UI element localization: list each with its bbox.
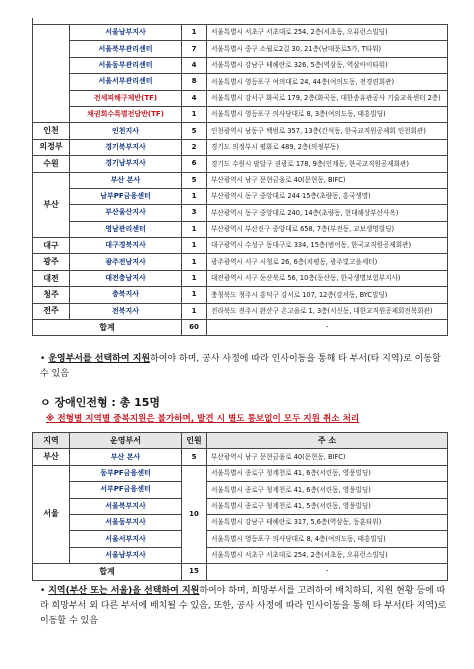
table-row [33, 41, 448, 57]
address-cell: 부산광역시 동구 중앙대로 244 15층(초량동, 흥국생명) [207, 188, 448, 204]
region-cell: 전주 [33, 303, 70, 319]
count-cell: 8 [182, 74, 207, 90]
dept-cell: 광주전남지사 [70, 254, 182, 270]
address-cell: 서울특별시 종로구 청계천로 41, 6층(서린동, 영풍빌딩) [207, 465, 448, 481]
dept-cell: 전세피해구제반(TF) [70, 90, 182, 106]
address-cell: 서울특별시 중구 소월로2길 30, 21층(남대문로5가, T타워) [207, 41, 448, 57]
office-table-general [32, 24, 448, 336]
region-cell: 청주 [33, 287, 70, 303]
header-address: 주 소 [207, 433, 448, 449]
table-row [33, 57, 448, 73]
total-label: 합계 [33, 564, 182, 580]
table-row [33, 547, 448, 563]
dept-cell: 서울서부관리센터 [70, 74, 182, 90]
table-row [33, 270, 448, 286]
count-cell: 4 [182, 57, 207, 73]
total-dash: - [207, 564, 448, 580]
address-cell: 경기도 수원시 팔달구 권광로 178, 9층(인계동, 한국교직원공제회관) [207, 156, 448, 172]
count-cell: 1 [182, 238, 207, 254]
dept-cell: 서울남부지사 [70, 547, 182, 563]
address-cell: 인천광역시 남동구 백범로 357, 13층(간석동, 한국교직원공제회 인천회관) [207, 123, 448, 139]
office-table-disabled [32, 432, 448, 581]
address-cell: 경기도 의정부시 평화로 489, 2층(의정부동) [207, 139, 448, 155]
dept-cell: 부산 본사 [70, 449, 182, 465]
address-cell: 부산광역시 남구 문현금융로 40(문현동, BIFC) [207, 172, 448, 188]
dept-cell: 서울북부관리센터 [70, 41, 182, 57]
address-cell: 서울특별시 서초구 서초대로 254, 2층(서초동, 오퓨런스빌딩) [207, 547, 448, 563]
region-cell: 의정부 [33, 139, 70, 155]
table-row [33, 254, 448, 270]
note-bullet: • [40, 354, 46, 364]
address-cell: 서울특별시 강서구 화곡로 179, 2층(화곡동, 대한송유관공사 기술교육센터 2층) [207, 90, 448, 106]
dept-cell: 대구경북지사 [70, 238, 182, 254]
note-bullet: • [40, 586, 46, 596]
address-cell: 서울특별시 영등포구 의사당대로 8, 3층(여의도동, 태흥빌딩) [207, 106, 448, 122]
address-cell: 부산광역시 남구 문현금융로 40(문현동, BIFC) [207, 449, 448, 465]
count-cell: 1 [182, 25, 207, 41]
table-row [33, 205, 448, 221]
address-cell: 부산광역시 동구 중앙대로 240, 14층(초량동, 현대해상부산사옥) [207, 205, 448, 221]
table-row [33, 123, 448, 139]
region-cell [33, 25, 70, 123]
count-cell: 4 [182, 90, 207, 106]
table-row [33, 221, 448, 237]
table-row [33, 482, 448, 498]
count-cell: 1 [182, 287, 207, 303]
table-row [33, 465, 448, 481]
address-cell: 서울특별시 강남구 테헤란로 317, 5,6층(역삼동, 동훈타워) [207, 514, 448, 530]
total-label: 합계 [33, 320, 182, 336]
count-cell: 3 [182, 205, 207, 221]
address-cell: 대전광역시 서구 둔산북로 56, 10층(둔산동, 한국생명보험부지사) [207, 270, 448, 286]
dept-cell: 영남관리센터 [70, 221, 182, 237]
table-row [33, 90, 448, 106]
address-cell: 광주광역시 서구 시청로 26, 6층(치평동, 광주빛고을세터) [207, 254, 448, 270]
dept-cell: 인천지사 [70, 123, 182, 139]
address-cell: 충청북도 청주시 흥덕구 강서로 107, 12층(강서동, BYC빌딩) [207, 287, 448, 303]
count-cell: 10 [182, 465, 207, 563]
dept-cell: 대전충남지사 [70, 270, 182, 286]
table-row [33, 172, 448, 188]
address-cell: 대구광역시 수성구 동대구로 334, 15층(범어동, 한국교직원공제회관) [207, 238, 448, 254]
table-row [33, 25, 448, 41]
dept-cell: 부산 본사 [70, 172, 182, 188]
header-region: 지역 [33, 433, 70, 449]
table-row [33, 498, 448, 514]
section-title-disabled: ㅇ 장애인전형 : 총 15명 [40, 396, 161, 409]
total-dash: - [207, 320, 448, 336]
note-underline: 운영부서를 선택하여 지원 [48, 354, 151, 364]
count-cell: 5 [182, 172, 207, 188]
duplicate-warning: ※ 전형별 지역별 중복지원은 불가하며, 발견 시 별도 통보없이 모두 지원 취소 처리 [46, 414, 360, 424]
count-cell: 5 [182, 449, 207, 465]
header-dept: 운영부서 [70, 433, 182, 449]
table-row [33, 449, 448, 465]
address-cell: 서울특별시 종로구 청계천로 41, 6층(서린동, 영풍빌딩) [207, 482, 448, 498]
region-cell: 인천 [33, 123, 70, 139]
table-header-row [33, 433, 448, 449]
address-cell: 서울특별시 종로구 청계천로 41, 5층(서린동, 영풍빌딩) [207, 498, 448, 514]
region-cell: 광주 [33, 254, 70, 270]
address-cell: 서울특별시 영등포구 의사당대로 8, 4층(여의도동, 태흥빌딩) [207, 531, 448, 547]
note-rest: 하여야 하며, 희망부서를 고려하여 배치하되, 지원 현황 등에 따라 희망부서 외 다른 부서에 배치될 수 있음, 또한, 공사 사정에 따라 인사이동을 통해 타 부서(타 지역)로 이동할 수 있음 [40, 586, 447, 626]
dept-cell: 충북지사 [70, 287, 182, 303]
table-row [33, 156, 448, 172]
count-cell: 6 [182, 156, 207, 172]
region-cell: 대전 [33, 270, 70, 286]
office-table-general-body [33, 25, 448, 336]
address-cell: 서울특별시 영등포구 여의대로 24, 44층(여의도동, 전경련회관) [207, 74, 448, 90]
table-row [33, 531, 448, 547]
count-cell: 5 [182, 123, 207, 139]
dept-cell: 전북지사 [70, 303, 182, 319]
address-cell: 서울특별시 서초구 서초대로 254, 2층(서초동, 오퓨런스빌딩) [207, 25, 448, 41]
region-cell: 부산 [33, 449, 70, 465]
count-cell: 2 [182, 139, 207, 155]
dept-cell: 서부PF금융센터 [70, 482, 182, 498]
address-cell: 서울특별시 강남구 테헤란로 326, 5층(역삼동, 역삼아이타워) [207, 57, 448, 73]
dept-cell: 채권회수특별전담반(TF) [70, 106, 182, 122]
table-row [33, 514, 448, 530]
total-count: 60 [182, 320, 207, 336]
table-row [33, 74, 448, 90]
table-row [33, 106, 448, 122]
table-row [33, 139, 448, 155]
address-cell: 전라북도 전주시 완산구 온고을로 1, 3층(서신동, 대한교직원공제회전북회관) [207, 303, 448, 319]
dept-cell: 경기북부지사 [70, 139, 182, 155]
dept-cell: 동부PF금융센터 [70, 465, 182, 481]
count-cell: 1 [182, 270, 207, 286]
table-row [33, 238, 448, 254]
count-cell: 1 [182, 221, 207, 237]
region-cell: 서울 [33, 465, 70, 563]
region-cell: 수원 [33, 156, 70, 172]
address-cell: 부산광역시 부산진구 중앙대로 658, 7층(부전동, 교보생명빌딩) [207, 221, 448, 237]
count-cell: 1 [182, 303, 207, 319]
dept-cell: 경기남부지사 [70, 156, 182, 172]
dept-cell: 서울북부지사 [70, 498, 182, 514]
table-row [33, 188, 448, 204]
dept-cell: 부산울산지사 [70, 205, 182, 221]
note-rest: 하여야 하며, 공사 사정에 따라 인사이동을 통해 타 부서(타 지역)로 이동할 수 있음 [40, 354, 441, 379]
count-cell: 7 [182, 41, 207, 57]
dept-cell: 남부PF금융센터 [70, 188, 182, 204]
header-count: 인원 [182, 433, 207, 449]
count-cell: 1 [182, 188, 207, 204]
dept-cell: 서울동부지사 [70, 514, 182, 530]
office-table-disabled-body [33, 449, 448, 580]
note-disabled [40, 584, 450, 629]
count-cell: 1 [182, 106, 207, 122]
total-row [33, 320, 448, 336]
count-cell: 1 [182, 254, 207, 270]
region-cell: 부산 [33, 172, 70, 238]
dept-cell: 서울남부지사 [70, 25, 182, 41]
table-row [33, 287, 448, 303]
dept-cell: 서울서부지사 [70, 531, 182, 547]
table-row [33, 303, 448, 319]
total-count: 15 [182, 564, 207, 580]
dept-cell: 서울동부관리센터 [70, 57, 182, 73]
note-underline: 지역(부산 또는 서울)을 선택하여 지원 [48, 586, 200, 596]
total-row [33, 564, 448, 580]
region-cell: 대구 [33, 238, 70, 254]
note-general [40, 352, 450, 382]
